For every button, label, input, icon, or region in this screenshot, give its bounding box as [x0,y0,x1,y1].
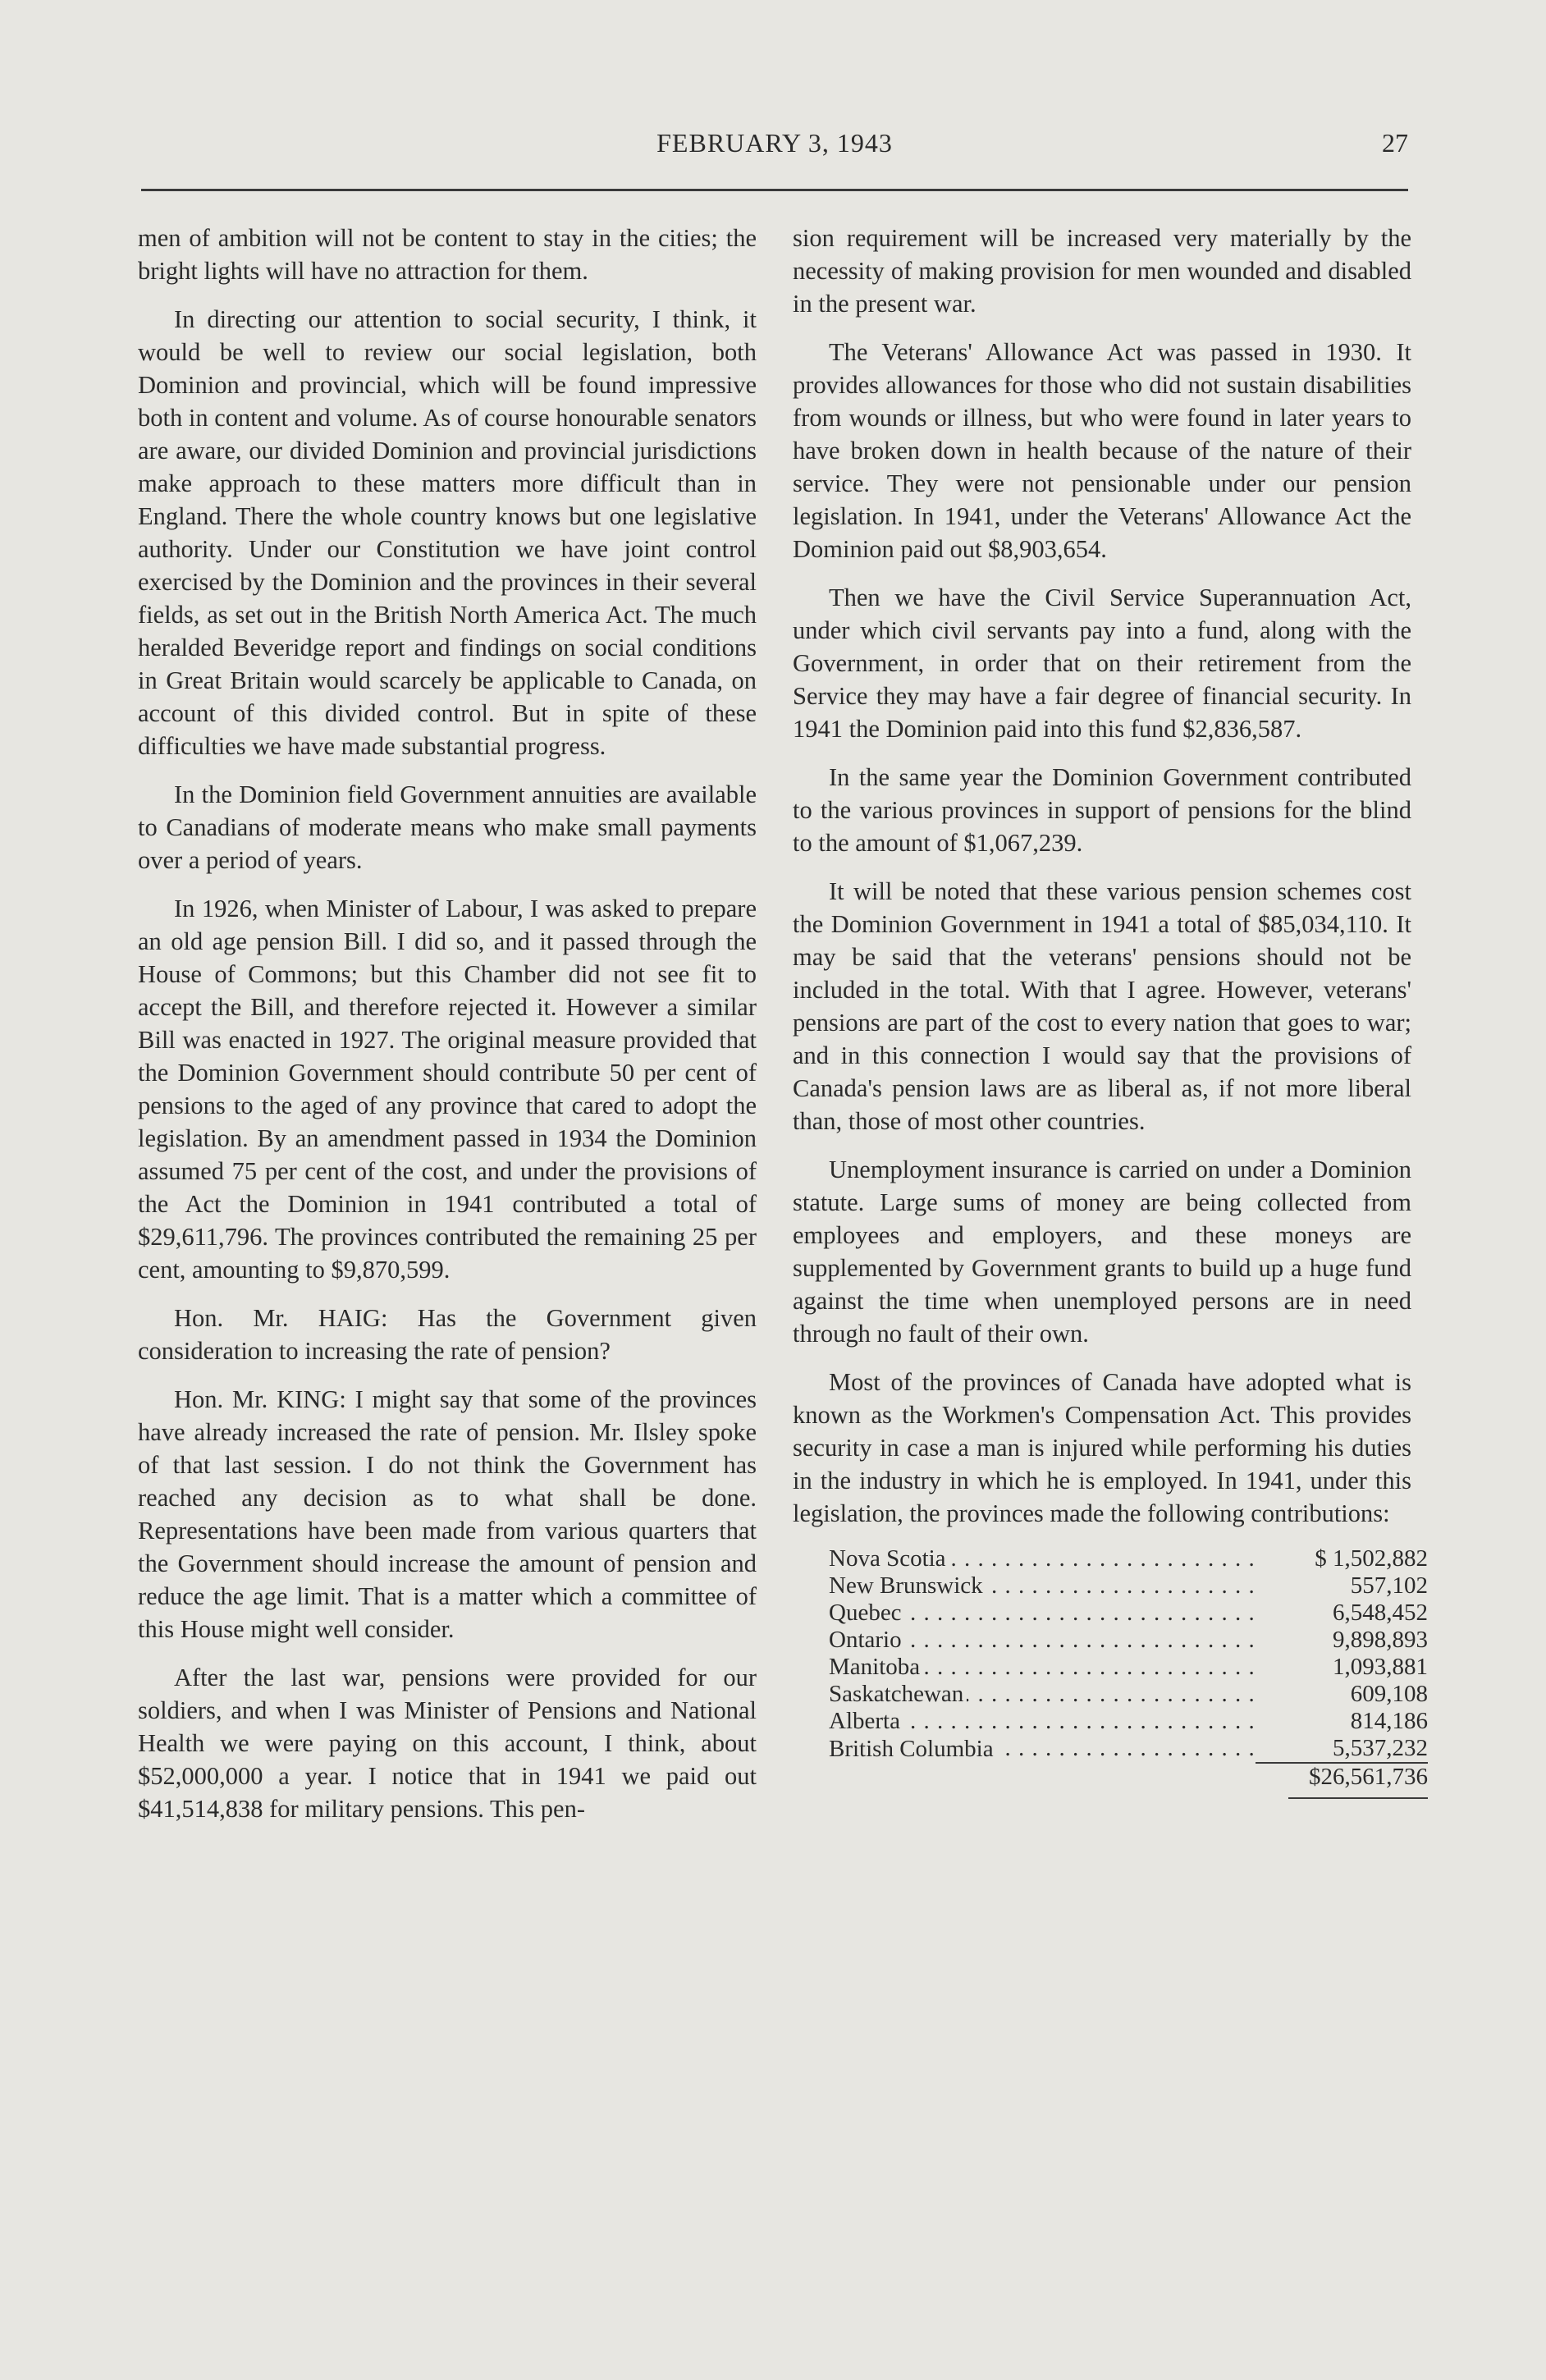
contribution-amount: $ 1,502,882 [1315,1545,1428,1572]
paragraph: After the last war, pensions were provided for our soldiers, and when I was Minister of Pensions and National Health we were paying on this account, I think, about $52,000,000 a year. I notice that in 1941 we paid out $41,514,838 for military pensions. This pen- [138,1664,757,1823]
paragraph: Hon. Mr. KING: I might say that some of the provinces have already increased the rate of pension. Mr. Ilsley spoke of that last session. I do not think the Government has reached any decision as to what shall be done. Representations have been made from various quarters that the Government should increase the amount of pension and reduce the age limit. That is a matter which a committee of this House might well consider. [138,1385,757,1643]
paragraph: men of ambition will not be content to stay in the cities; the bright lights will have no attraction for them. [138,224,757,285]
table-row [829,1600,1428,1627]
table-row [829,1654,1428,1681]
province-name: Saskatchewan [829,1681,967,1707]
left-column [138,222,757,1841]
paragraph: In 1926, when Minister of Labour, I was asked to prepare an old age pension Bill. I did so, and it passed through the House of Commons; but this Chamber did not see fit to accept the Bill, and therefore rejected it. However a similar Bill was enacted in 1927. The original measure provided that the Dominion Government should contribute 50 per cent of pensions to the aged of any province that cared to adopt the legislation. By an amendment passed in 1934 the Dominion assumed 75 per cent of the cost, and under the provisions of the Act the Dominion in 1941 contributed a total of $29,611,796. The provinces contributed the remaining 25 per cent, amounting to $9,870,599. [138,895,757,1284]
paragraph: Hon. Mr. HAIG: Has the Government given consideration to increasing the rate of pension? [138,1304,757,1365]
contribution-amount: 557,102 [1350,1572,1428,1599]
province-name: Nova Scotia [829,1545,949,1572]
contribution-amount: 9,898,893 [1333,1627,1428,1653]
province-name: Quebec [829,1600,905,1626]
paragraph: In the Dominion field Government annuities are available to Canadians of moderate means who make small payments over a period of years. [138,780,757,874]
total-underline [1288,1797,1428,1799]
table-row [829,1572,1428,1600]
province-name: British Columbia [829,1736,997,1762]
table-row [829,1545,1428,1572]
paragraph: sion requirement will be increased very materially by the necessity of making provision for men wounded and disabled in the present war. [793,224,1411,318]
contributions-total: $26,561,736 [1309,1764,1428,1790]
page-number: 27 [1382,128,1408,158]
province-name: Alberta [829,1708,903,1734]
province-name: Ontario [829,1627,905,1653]
paragraph: Unemployment insurance is carried on under a Dominion statute. Large sums of money are being collected from employees and employers, and these moneys are supplemented by Government grants to build up a huge fund against the time when unemployed persons are in need through no fault of their own. [793,1156,1411,1348]
paragraph: It will be noted that these various pension schemes cost the Dominion Government in 1941 a total of $85,034,110. It may be said that the veterans' pensions should not be included in the total. With that I agree. However, veterans' pensions are part of the cost to every nation that goes to war; and in this connection I would say that the provisions of Canada's pension laws are as liberal as, if not more liberal than, those of most other countries. [793,877,1411,1135]
table-row [829,1681,1428,1708]
contribution-amount: 814,186 [1350,1708,1428,1734]
paragraph: The Veterans' Allowance Act was passed in 1930. It provides allowances for those who did not sustain disabilities from wounds or illness, but who were found in later years to have broken down in health because of the nature of their service. They were not pensionable under our pension legislation. In 1941, under the Veterans' Allowance Act the Dominion paid out $8,903,654. [793,338,1411,563]
right-column [793,222,1428,1799]
page-title: FEBRUARY 3, 1943 [656,128,893,158]
paragraph: Most of the provinces of Canada have adopted what is known as the Workmen's Compensation Act. This provides security in case a man is injured while performing his duties in the industry in which he is employed. In 1941, under this legislation, the provinces made the following contributions: [793,1368,1411,1527]
province-name: New Brunswick [829,1572,986,1599]
table-row [829,1708,1428,1735]
contribution-amount: 1,093,881 [1333,1654,1428,1680]
province-name: Manitoba [829,1654,923,1680]
table-row [829,1627,1428,1654]
paragraph: Then we have the Civil Service Superannuation Act, under which civil servants pay into a fund, along with the Government, in order that on their retirement from the Service they may have a fair degree of financial security. In 1941 the Dominion paid into this fund $2,836,587. [793,584,1411,743]
contribution-amount: 6,548,452 [1333,1600,1428,1626]
paragraph: In directing our attention to social security, I think, it would be well to review our social legislation, both Dominion and provincial, which will be found impressive both in content and volume. As of course honourable senators are aware, our divided Dominion and provincial jurisdictions make approach to these matters more difficult than in England. There the whole country knows but one legislative authority. Under our Constitution we have joint control exercised by the Dominion and the provinces in their several fields, as set out in the British North America Act. The much heralded Beveridge report and findings on social conditions in Great Britain would scarcely be applicable to Canada, on account of this divided control. But in spite of these difficulties we have made substantial progress. [138,305,757,760]
total-row [829,1763,1428,1791]
header-rule [141,189,1408,191]
contribution-amount: 609,108 [1350,1681,1428,1707]
contribution-amount: 5,537,232 [1333,1735,1428,1761]
table-row [829,1735,1428,1763]
paragraph: In the same year the Dominion Government contributed to the various provinces in support of pensions for the blind to the amount of $1,067,239. [793,763,1411,857]
contributions-table [829,1545,1428,1791]
page-header [141,121,1408,162]
